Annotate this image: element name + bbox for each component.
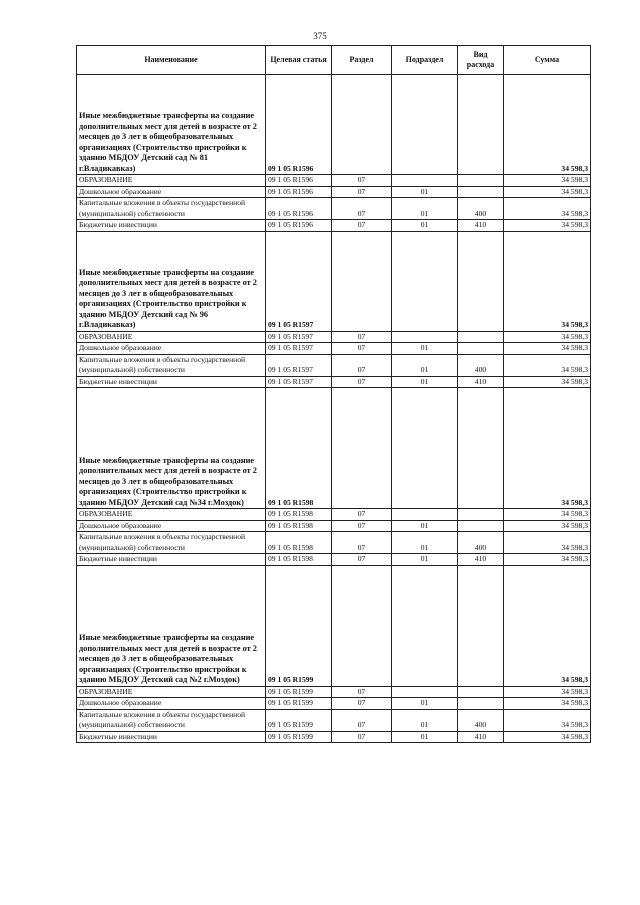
row-name: Дошкольное образование [77, 520, 266, 532]
row-name: Дошкольное образование [77, 698, 266, 710]
empty-cell [392, 565, 458, 686]
row-code: 09 1 05 R1596 [266, 220, 332, 232]
table-row [77, 186, 591, 198]
row-section: 07 [332, 376, 392, 388]
title-row [77, 231, 591, 331]
row-code: 09 1 05 R1596 [266, 198, 332, 220]
row-code: 09 1 05 R1599 [266, 686, 332, 698]
table-row [77, 175, 591, 187]
row-expense-type [458, 175, 504, 187]
table-row [77, 686, 591, 698]
row-code: 09 1 05 R1597 [266, 331, 332, 343]
row-subsection [392, 175, 458, 187]
row-subsection [392, 331, 458, 343]
row-code: 09 1 05 R1597 [266, 343, 332, 355]
item-amount: 34 598,3 [504, 388, 591, 509]
row-expense-type [458, 686, 504, 698]
table-row [77, 331, 591, 343]
table-row [77, 520, 591, 532]
empty-cell [332, 231, 392, 331]
row-section: 07 [332, 175, 392, 187]
row-name: Капитальные вложения в объекты государственной (муниципальной) собственности [77, 198, 266, 220]
row-subsection [392, 509, 458, 521]
row-expense-type: 400 [458, 198, 504, 220]
row-expense-type: 410 [458, 376, 504, 388]
table-row [77, 532, 591, 554]
row-subsection: 01 [392, 376, 458, 388]
row-code: 09 1 05 R1597 [266, 376, 332, 388]
budget-table [76, 45, 591, 743]
row-name: Бюджетные инвестиции [77, 554, 266, 566]
empty-cell [392, 388, 458, 509]
row-name: Дошкольное образование [77, 186, 266, 198]
row-expense-type: 410 [458, 554, 504, 566]
empty-cell [458, 75, 504, 175]
header-expense-type: Вид расхода [458, 46, 504, 75]
row-amount: 34 598,3 [504, 509, 591, 521]
header-subsection: Подраздел [392, 46, 458, 75]
item-code: 09 1 05 R1598 [266, 388, 332, 509]
row-amount: 34 598,3 [504, 554, 591, 566]
row-name: Бюджетные инвестиции [77, 220, 266, 232]
table-row [77, 698, 591, 710]
empty-cell [332, 75, 392, 175]
row-section: 07 [332, 554, 392, 566]
row-code: 09 1 05 R1598 [266, 554, 332, 566]
empty-cell [332, 388, 392, 509]
row-name: Бюджетные инвестиции [77, 731, 266, 743]
row-section: 07 [332, 220, 392, 232]
row-name: ОБРАЗОВАНИЕ [77, 331, 266, 343]
item-code: 09 1 05 R1599 [266, 565, 332, 686]
header-target: Целевая статья [266, 46, 332, 75]
row-expense-type: 400 [458, 354, 504, 376]
row-code: 09 1 05 R1598 [266, 520, 332, 532]
item-amount: 34 598,3 [504, 75, 591, 175]
title-row [77, 565, 591, 686]
row-name: Капитальные вложения в объекты государственной (муниципальной) собственности [77, 532, 266, 554]
item-title: Иные межбюджетные трансферты на создание дополнительных мест для детей в возрасте от 2 месяцев до 3 лет в общеобразовательных организациях (Строительство пристройки к зданию МБДОУ Детский сад № 96 г.Владикавказ) [77, 231, 266, 331]
row-amount: 34 598,3 [504, 686, 591, 698]
row-name: Дошкольное образование [77, 343, 266, 355]
header-row [77, 46, 591, 75]
page-number: 375 [313, 31, 327, 41]
table-row [77, 343, 591, 355]
row-code: 09 1 05 R1599 [266, 698, 332, 710]
table-row [77, 354, 591, 376]
row-section: 07 [332, 532, 392, 554]
row-expense-type: 400 [458, 709, 504, 731]
row-expense-type [458, 509, 504, 521]
row-code: 09 1 05 R1598 [266, 509, 332, 521]
row-subsection: 01 [392, 354, 458, 376]
row-expense-type [458, 331, 504, 343]
row-amount: 34 598,3 [504, 186, 591, 198]
table-row [77, 198, 591, 220]
row-expense-type: 410 [458, 731, 504, 743]
row-expense-type: 400 [458, 532, 504, 554]
row-amount: 34 598,3 [504, 175, 591, 187]
row-section: 07 [332, 343, 392, 355]
row-subsection: 01 [392, 731, 458, 743]
empty-cell [392, 75, 458, 175]
row-amount: 34 598,3 [504, 331, 591, 343]
row-amount: 34 598,3 [504, 709, 591, 731]
row-amount: 34 598,3 [504, 731, 591, 743]
row-expense-type [458, 343, 504, 355]
row-amount: 34 598,3 [504, 376, 591, 388]
row-subsection: 01 [392, 709, 458, 731]
row-subsection: 01 [392, 698, 458, 710]
row-expense-type [458, 698, 504, 710]
table-row [77, 220, 591, 232]
empty-cell [458, 565, 504, 686]
table-row [77, 509, 591, 521]
row-name: Капитальные вложения в объекты государственной (муниципальной) собственности [77, 354, 266, 376]
row-code: 09 1 05 R1599 [266, 731, 332, 743]
row-amount: 34 598,3 [504, 520, 591, 532]
row-amount: 34 598,3 [504, 354, 591, 376]
row-section: 07 [332, 509, 392, 521]
row-name: ОБРАЗОВАНИЕ [77, 686, 266, 698]
row-amount: 34 598,3 [504, 532, 591, 554]
empty-cell [458, 231, 504, 331]
header-amount: Сумма [504, 46, 591, 75]
table-row [77, 709, 591, 731]
row-section: 07 [332, 354, 392, 376]
row-subsection: 01 [392, 220, 458, 232]
row-subsection: 01 [392, 198, 458, 220]
empty-cell [332, 565, 392, 686]
item-title: Иные межбюджетные трансферты на создание дополнительных мест для детей в возрасте от 2 месяцев до 3 лет в общеобразовательных организациях (Строительство пристройки к зданию МБДОУ Детский сад №2 г.Моздок) [77, 565, 266, 686]
row-subsection: 01 [392, 554, 458, 566]
row-amount: 34 598,3 [504, 198, 591, 220]
item-amount: 34 598,3 [504, 231, 591, 331]
empty-cell [458, 388, 504, 509]
header-section: Раздел [332, 46, 392, 75]
row-section: 07 [332, 698, 392, 710]
row-subsection [392, 686, 458, 698]
row-code: 09 1 05 R1596 [266, 186, 332, 198]
row-code: 09 1 05 R1597 [266, 354, 332, 376]
row-name: ОБРАЗОВАНИЕ [77, 509, 266, 521]
row-section: 07 [332, 709, 392, 731]
row-subsection: 01 [392, 343, 458, 355]
row-section: 07 [332, 331, 392, 343]
item-title: Иные межбюджетные трансферты на создание дополнительных мест для детей в возрасте от 2 месяцев до 3 лет в общеобразовательных организациях (Строительство пристройки к зданию МБДОУ Детский сад №34 г.Моздок) [77, 388, 266, 509]
title-row [77, 388, 591, 509]
header-name: Наименование [77, 46, 266, 75]
row-code: 09 1 05 R1599 [266, 709, 332, 731]
item-amount: 34 598,3 [504, 565, 591, 686]
row-section: 07 [332, 198, 392, 220]
row-name: ОБРАЗОВАНИЕ [77, 175, 266, 187]
item-code: 09 1 05 R1596 [266, 75, 332, 175]
row-subsection: 01 [392, 532, 458, 554]
row-subsection: 01 [392, 520, 458, 532]
row-code: 09 1 05 R1598 [266, 532, 332, 554]
row-expense-type [458, 520, 504, 532]
row-amount: 34 598,3 [504, 343, 591, 355]
item-code: 09 1 05 R1597 [266, 231, 332, 331]
row-section: 07 [332, 186, 392, 198]
row-amount: 34 598,3 [504, 220, 591, 232]
table-row [77, 731, 591, 743]
row-name: Капитальные вложения в объекты государственной (муниципальной) собственности [77, 709, 266, 731]
row-name: Бюджетные инвестиции [77, 376, 266, 388]
row-subsection: 01 [392, 186, 458, 198]
table-row [77, 554, 591, 566]
row-section: 07 [332, 731, 392, 743]
row-amount: 34 598,3 [504, 698, 591, 710]
row-expense-type [458, 186, 504, 198]
table-row [77, 376, 591, 388]
row-section: 07 [332, 520, 392, 532]
item-title: Иные межбюджетные трансферты на создание дополнительных мест для детей в возрасте от 2 месяцев до 3 лет в общеобразовательных организациях (Строительство пристройки к зданию МБДОУ Детский сад № 81 г.Владикавказ) [77, 75, 266, 175]
row-code: 09 1 05 R1596 [266, 175, 332, 187]
row-expense-type: 410 [458, 220, 504, 232]
title-row [77, 75, 591, 175]
row-section: 07 [332, 686, 392, 698]
empty-cell [392, 231, 458, 331]
